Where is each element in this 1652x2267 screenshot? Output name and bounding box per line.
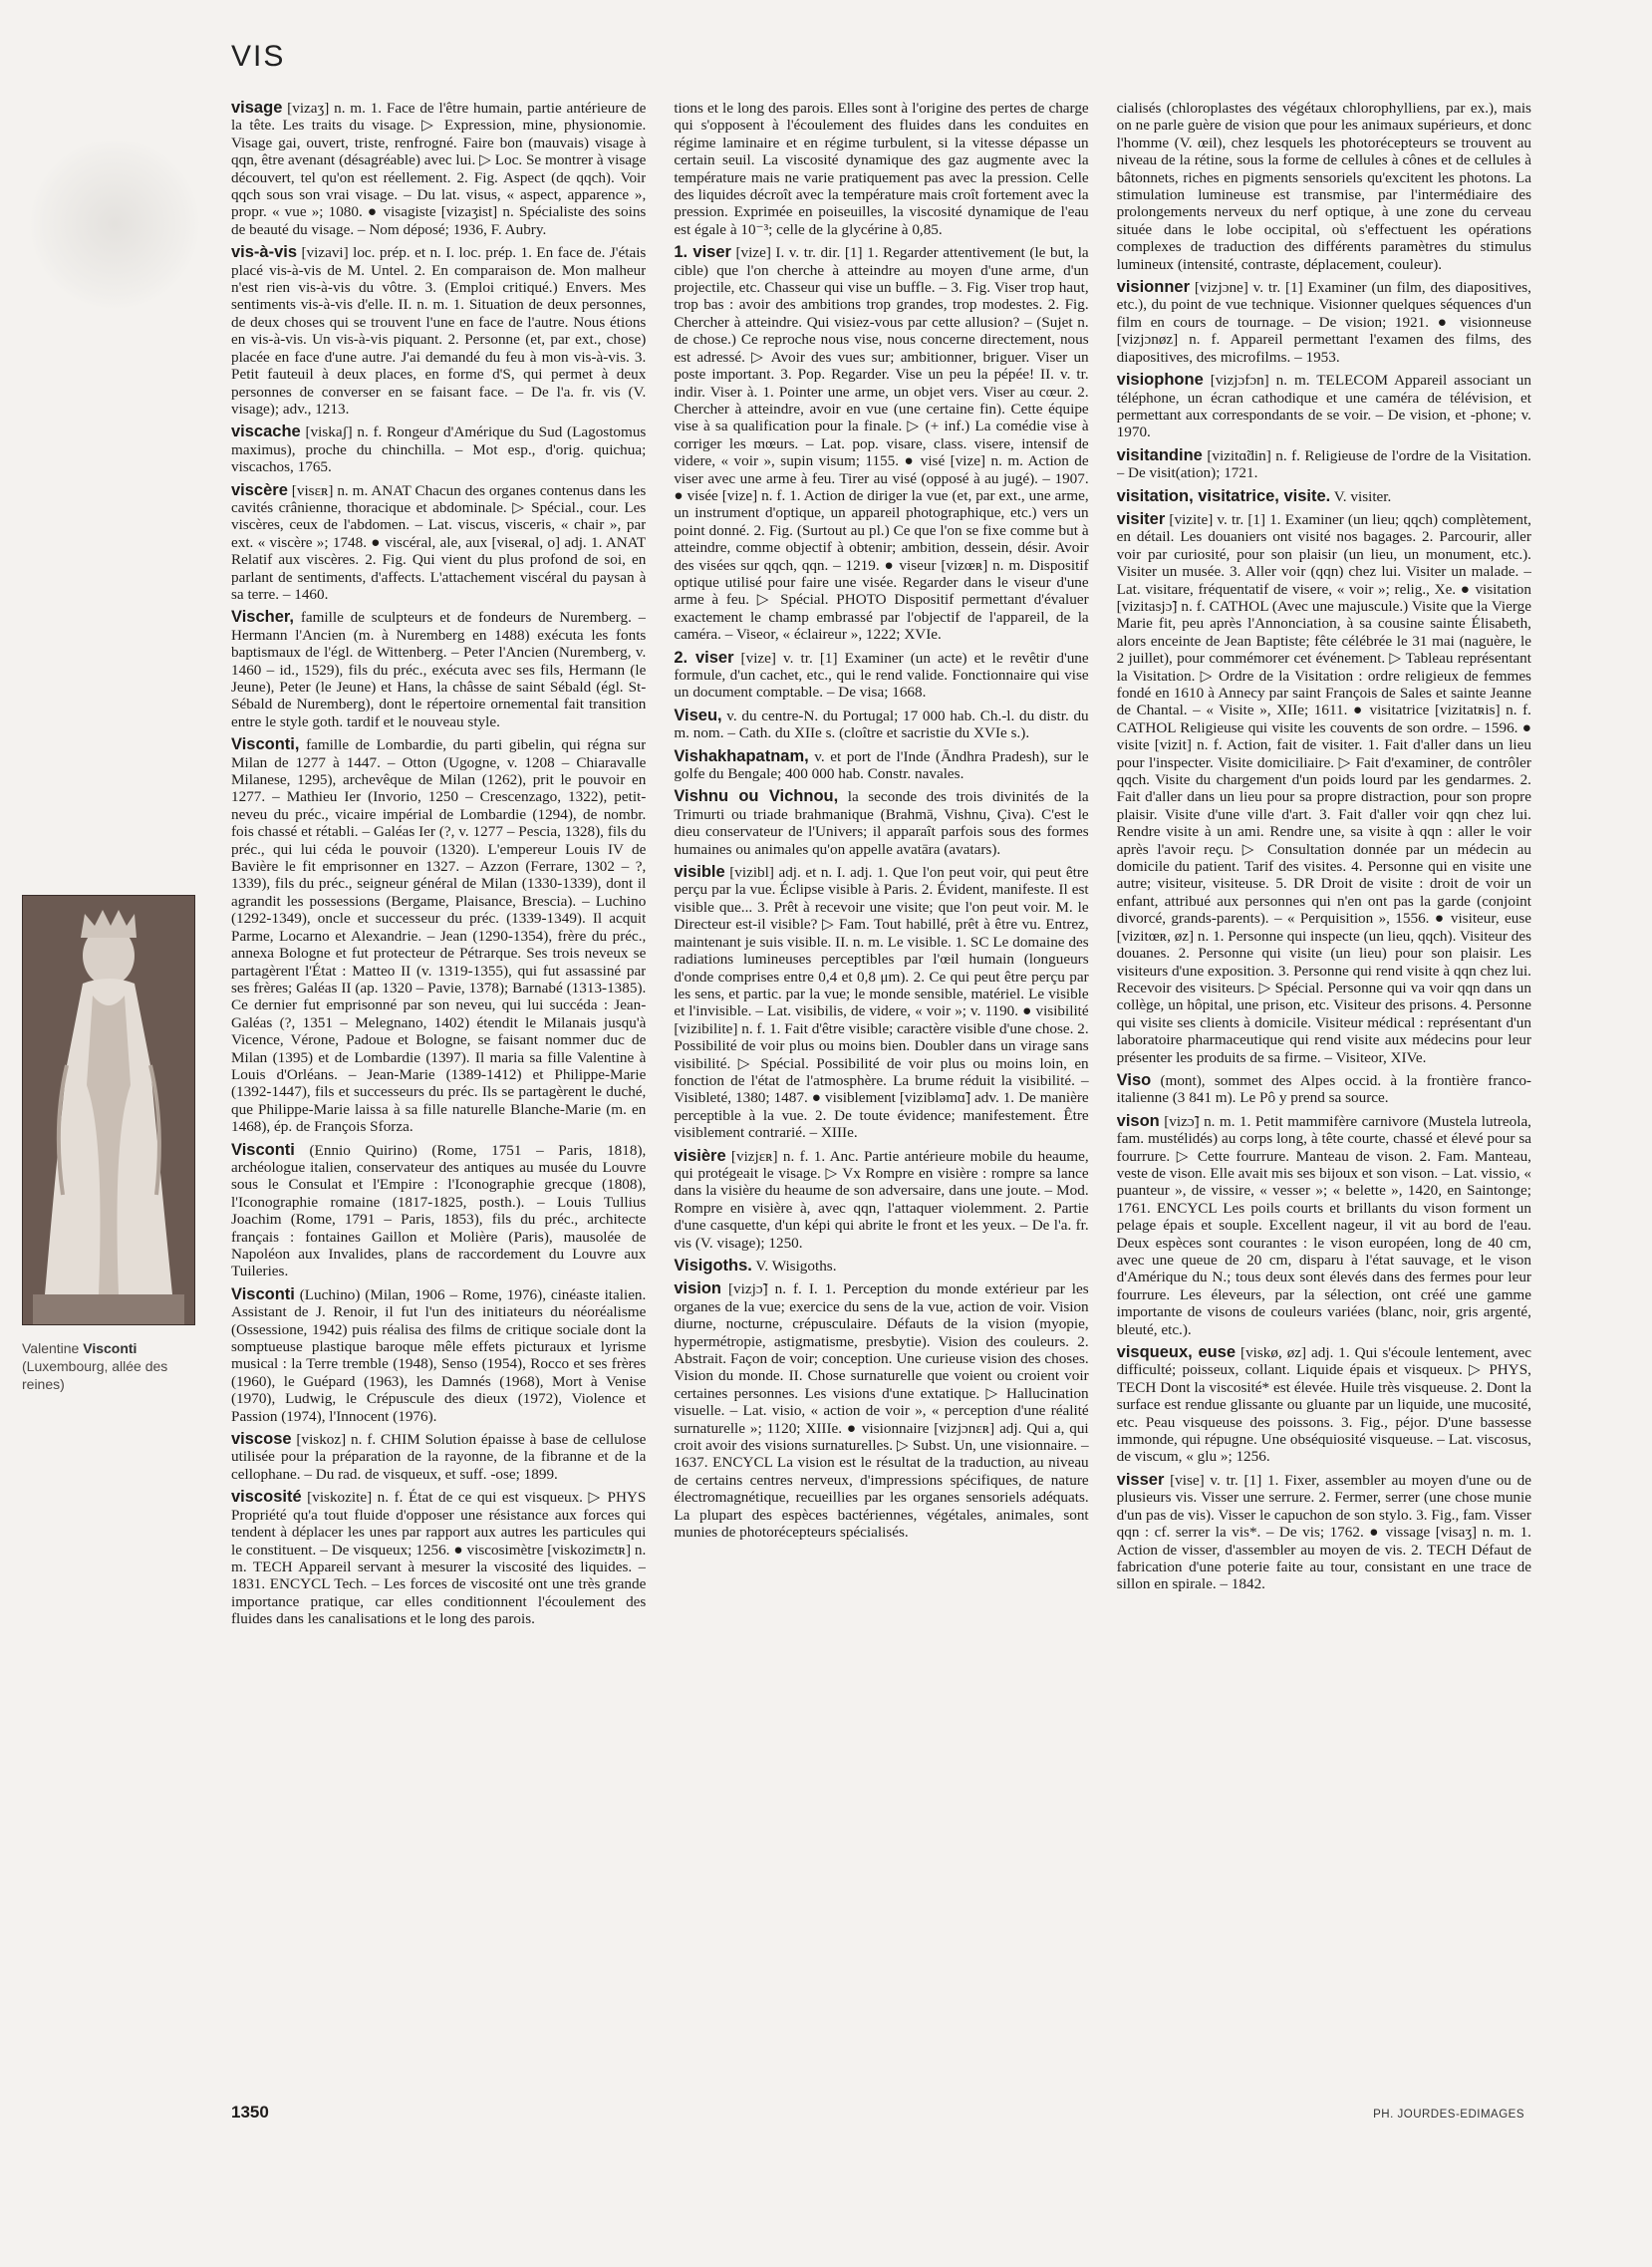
entry-headword: viscache bbox=[231, 423, 301, 441]
entry-headword: viscose bbox=[231, 1430, 292, 1449]
entry-definition: [vizjɛʀ] n. f. 1. Anc. Partie antérieure mobile du heaume, qui protégeait le visage. ▷ Vx Rompre en visière : rompre sa lance dans la visière du heaume de son adversaire, dans une joute. – Mod. Rompre en visière à, avec qqn, l'attaquer violemment. 2. Partie d'une casquette, d'un képi qui abrite le front et les yeux. – De l'a. fr. vis (V. visage); 1250. bbox=[674, 1147, 1089, 1252]
entry-definition: (Ennio Quirino) (Rome, 1751 – Paris, 1818), archéologue italien, conservateur des antiques au musée du Louvre sous le Consulat et l'Empire : l'Iconographie grecque (1808), l'Iconographie romaine (1817-1825, posth.). – Louis Tullius Joachim (Rome, 1791 – Paris, 1853), fils du préc., architecte français : fontaines Gaillon et Molière (Paris), mausolée de Napoléon aux Invalides, plans de raccordement du Louvre aux Tuileries. bbox=[231, 1141, 647, 1280]
dictionary-entry bbox=[231, 244, 646, 418]
page-number: 1350 bbox=[231, 2103, 269, 2122]
entry-headword: viscère bbox=[231, 480, 288, 499]
dictionary-entry bbox=[1117, 1113, 1531, 1338]
dictionary-entry bbox=[674, 1148, 1088, 1252]
entry-headword: viscosité bbox=[231, 1488, 302, 1507]
entry-headword: visionner bbox=[1116, 278, 1191, 297]
entry-definition: [vise] v. tr. [1] 1. Fixer, assembler au moyen d'une ou de plusieurs vis. Visser une serrure. 2. Fermer, serrer (une chose munie d'un pas de vis). Visser le capuchon de son stylo. 3. Fig., fam. Visser qqn : cf. serrer la vis*. – De vis; 1762. ● vissage [visaʒ] n. m. 1. Action de visser, d'assembler au moyen de vis. 2. TECH Défaut de fabrication d'une poterie faite au tour, consistant en une trace de sillon en spirale. – 1842. bbox=[1116, 1471, 1531, 1593]
entry-headword: 1. viser bbox=[674, 243, 731, 262]
dictionary-entry bbox=[1117, 100, 1531, 273]
column-1 bbox=[231, 100, 646, 2093]
dictionary-entry bbox=[1117, 447, 1531, 482]
column-2 bbox=[674, 100, 1088, 2093]
entry-definition: (mont), sommet des Alpes occid. à la frontière franco-italienne (3 841 m). Le Pô y prend sa source. bbox=[1116, 1071, 1531, 1107]
entry-definition: v. du centre-N. du Portugal; 17 000 hab. Ch.-l. du distr. du m. nom. – Cath. du XIIe s. (cloître et sacristie du XVIe s.). bbox=[674, 707, 1089, 742]
entry-definition: famille de Lombardie, du parti gibelin, qui régna sur Milan de 1277 à 1447. – Otton (Ugogne, v. 1208 – Chiaravalle Milanese, 1295), archevêque de Milan (1262), prit le pouvoir en 1277. – Mathieu Ier (Invorio, 1250 – Crescenzago, 1322), petit-neveu du préc., vicaire impérial de Lombardie (1294), de nombr. fois chassé et rétabli. – Galéas Ier (?, v. 1277 – Pescia, 1328), fils du préc., qui lui céda le pouvoir (1320). L'empereur Louis IV de Bavière le fit emprisonner en 1327. – Azzon (Ferrare, 1302 – ?, 1339), fils du préc., seigneur général de Milan (1330-1339), dont il agrandit les possessions (Bergame, Plaisance, Brescia). – Luchino (1292-1349), oncle et successeur du préc. (1339-1349). Il acquit Parme, Locarno et Alexandrie. – Jean (1290-1354), frère du préc., annexa Bologne et fut protecteur de Pétrarque. Ses trois neveux se partagèrent l'État : Matteo II (v. 1319-1355), qui fut assassiné par ses frères; Galéas II (ap. 1320 – Pavie, 1378); Barnabé (1313-1385). Ce dernier fut emprisonné par son neveu, qui lui succéda : Jean-Galéas (?, 1351 – Melegnano, 1402) étendit le Milanais jusqu'à Vicence, Vérone, Padoue et Bologne, se faisant nommer duc de Milan (1395) et de Lombardie (1397). Il maria sa fille Valentine à Louis d'Orléans. – Jean-Marie (1389-1412) et Philippe-Marie (1392-1447), fils et successeurs du préc. Ils se partagèrent le duché, que Philippe-Marie laissa à sa fille naturelle Blanche-Marie (m. en 1468), ép. de François Sforza. bbox=[231, 736, 647, 1136]
dictionary-entry bbox=[674, 244, 1088, 643]
entry-definition: [vize] I. v. tr. dir. [1] 1. Regarder attentivement (le but, la cible) que l'on cherche à atteindre au moyen d'une arme, d'un projectile, etc. Chasseur qui vise un buffle. – 3. Fig. Viser trop haut, trop bas : avoir des ambitions trop grandes, trop modestes. 2. Fig. Chercher à atteindre. Qui visiez-vous par cette allusion? – (Sujet n. de chose.) Ce reproche nous vise, nous concerne directement, nous est adressé. ▷ Avoir des vues sur; ambitionner, briguer. Viser un poste important. 3. Pop. Regarder. Vise un peu la pépée! II. v. tr. indir. Viser à. 1. Pointer une arme, un objet vers. Viser au cœur. 2. Chercher à atteindre, avoir en vue (une certaine fin). Cette équipe vise à sa qualification pour la finale. ▷ (+ inf.) La comédie vise à corriger les mœurs. – Lat. pop. visare, class. visere, intensif de videre, « voir », supin visum; 1155. ● visé [vize] n. m. Action de viser avec une arme à feu. Tirer au visé (opposé à au jugé). – 1907. ● visée [vize] n. f. 1. Action de diriger la vue (et, par ext., une arme, un instrument d'optique, un appareil photographique, etc.) vers un point donné. 2. Fig. (Surtout au pl.) Ce que l'on se fixe comme but à atteindre, comme objectif à obtenir; ambition, dessein, désir. Avoir des visées sur qqch, qqn. – 1219. ● viseur [vizœʀ] n. m. Dispositif optique utilisé pour faire une visée. Regarder dans le viseur d'une arme à feu. ▷ Spécial. PHOTO Dispositif permettant d'évaluer exactement le champ embrassé par l'objectif de l'appareil, de la caméra. – Viseor, « éclaireur », 1222; XVIe. bbox=[674, 244, 1089, 644]
entry-definition: V. visiter. bbox=[1330, 487, 1392, 505]
entry-headword: Visconti bbox=[231, 1140, 295, 1159]
entry-definition: [viskozite] n. f. État de ce qui est visqueux. ▷ PHYS Propriété qu'a tout fluide d'opposer une résistance aux forces qui tendent à déplacer les unes par rapport aux autres les particules qui le constituent. – De visqueux; 1256. ● viscosimètre [viskozimɛtʀ] n. m. TECH Appareil servant à mesurer la viscosité des liquides. – 1831. ENCYCL Tech. – Les forces de viscosité ont une très grande importance pratique, car elles conditionnent l'écoulement des fluides dans les canalisations et le long des parois. bbox=[231, 1489, 647, 1628]
entry-definition: (Luchino) (Milan, 1906 – Rome, 1976), cinéaste italien. Assistant de J. Renoir, il fut l'un des initiateurs du néoréalisme (Ossessione, 1942) puis réalisa des films de critique sociale dont la somptueuse plastique baroque mêle effets picturaux et lyrisme musical : la Terre tremble (1948), Senso (1954), Rocco et ses frères (1960), le Guépard (1963), les Damnés (1968), Mort à Venise (1970), Ludwig, le Crépuscule des dieux (1972), Violence et Passion (1974), l'Innocent (1976). bbox=[231, 1285, 647, 1425]
dictionary-entry bbox=[674, 1280, 1088, 1541]
dictionary-entry bbox=[231, 1286, 646, 1425]
dictionary-entry bbox=[231, 1431, 646, 1483]
entry-definition: v. et port de l'Inde (Āndhra Pradesh), sur le golfe du Bengale; 400 000 hab. Constr. navales. bbox=[674, 747, 1089, 783]
dictionary-entry bbox=[1117, 279, 1531, 366]
entry-definition: [vizitɑ̃din] n. f. Religieuse de l'ordre de la Visitation. – De visit(ation); 1721. bbox=[1116, 446, 1531, 482]
dictionary-entry bbox=[231, 100, 646, 238]
entry-headword: vision bbox=[674, 1279, 722, 1298]
caption-name: Visconti bbox=[83, 1340, 138, 1356]
dictionary-entry bbox=[1117, 1472, 1531, 1593]
entry-headword: visage bbox=[231, 100, 283, 117]
page-title: VIS bbox=[231, 40, 286, 73]
dictionary-entry bbox=[674, 1258, 1088, 1275]
entry-headword: Viseu, bbox=[674, 706, 722, 724]
entry-definition: tions et le long des parois. Elles sont à l'origine des pertes de charge qui s'opposent à l'écoulement des fluides dans les conduites en régime laminaire et en régime turbulent, si la vitesse dépasse un certain seuil. La viscosité dynamique des gaz augmente avec la température mais ne varie pratiquement pas avec la pression. Celle des liquides décroît avec la température mais croît fortement avec la pression. Exprimée en poiseuilles, la viscosité dynamique de l'eau est égale à 10⁻³; celle de la glycérine à 0,85. bbox=[674, 100, 1089, 238]
dictionary-entry bbox=[231, 1142, 646, 1280]
dictionary-entry bbox=[674, 708, 1088, 742]
entry-definition: [vizɔ̃] n. m. 1. Petit mammifère carnivore (Mustela lutreola, fam. mustélidés) au corps long, à tête courte, chassé et élevé pour sa fourrure. ▷ Cette fourrure. Manteau de vison. 2. Fam. Manteau, veste de vison. Elle avait mis ses bijoux et son vison. – Lat. vissio, « puanteur », de vissire, « vesser »; « belette », 1420, en Saintonge; 1761. ENCYCL Les poils courts et brillants du vison forment un pelage épais et souple. Excellent nageur, il vit au bord de l'eau. Deux espèces sont courantes : le vison européen, long de 40 cm, avec une queue de 20 cm, disparu à l'état sauvage, et le vison d'Amérique du N.; tous deux sont élevés dans des fermes pour leur fourrure. Les éleveurs, par la sélection, ont créé une gamme importante de visons de couleurs variées (blanc, noir, gris argenté, bleuté, etc.). bbox=[1116, 1112, 1531, 1338]
valentine-visconti-statue-photo bbox=[22, 895, 195, 1325]
entry-headword: Visconti bbox=[231, 1284, 295, 1303]
entry-definition: [viskaʃ] n. f. Rongeur d'Amérique du Sud (Lagostomus maximus), proche du chinchilla. – Mot esp., d'orig. quichua; viscachos, 1765. bbox=[231, 424, 647, 476]
entry-headword: vis-à-vis bbox=[231, 243, 298, 262]
entry-headword: Visconti, bbox=[231, 735, 300, 754]
entry-headword: visqueux, euse bbox=[1116, 1343, 1237, 1362]
entry-definition: V. Wisigoths. bbox=[751, 1258, 837, 1275]
dictionary-entry bbox=[231, 736, 646, 1135]
caption-detail: (Luxembourg, allée des reines) bbox=[22, 1358, 168, 1392]
entry-headword: visiter bbox=[1116, 509, 1166, 528]
entry-definition: [vizjɔ̃] n. f. I. 1. Perception du monde extérieur par les organes de la vue; exercice du sens de la vue, action de voir. Vision diurne, nocturne, crépusculaire. Défauts de la vision (myopie, hypermétropie, astigmatisme, presbytie). Vision des couleurs. 2. Abstrait. Façon de voir; conception. Une curieuse vision des choses. Vision du monde. II. Chose surnaturelle que voient ou croient voir certaines personnes. Les visions d'une extatique. ▷ Hallucination visuelle. – Lat. visio, « action de voir », « perception d'une réalité surnaturelle »; 1120; XIIIe. ● visionnaire [vizjɔnɛʀ] adj. Qui a, qui croit avoir des visions surnaturelles. ▷ Subst. Un, une visionnaire. – 1637. ENCYCL La vision est le résultat de la traduction, au niveau de certains centres nerveux, d'impressions spécifiques, de nature électromagnétique, recueillies par les organes sensoriels adéquats. La plupart des espèces bactériennes, végétales, animales, sont munies de photorécepteurs spécialisés. bbox=[674, 1280, 1089, 1542]
dictionary-entry bbox=[1117, 511, 1531, 1066]
dictionary-entry bbox=[231, 1489, 646, 1627]
entry-definition: [viskoz] n. f. CHIM Solution épaisse à base de cellulose utilisée pour la préparation de la rayonne, de la fibranne et de la cellophane. – Du rad. de visqueux, et suff. -ose; 1899. bbox=[231, 1431, 647, 1483]
dictionary-entry bbox=[1117, 1344, 1531, 1466]
illustration-caption bbox=[22, 1339, 211, 1393]
entry-definition: [vizjɔfɔn] n. m. TELECOM Appareil associant un téléphone, un écran cathodique et une caméra de télévision, et permettant aux correspondants de se voir. – De vision, et -phone; v. 1970. bbox=[1116, 372, 1531, 441]
bleed-through-logo bbox=[30, 140, 199, 309]
entry-headword: Vischer, bbox=[231, 608, 294, 627]
entry-headword: visser bbox=[1116, 1470, 1165, 1489]
entry-headword: visitandine bbox=[1116, 445, 1203, 464]
caption-prefix: Valentine bbox=[22, 1340, 84, 1356]
dictionary-entry bbox=[231, 482, 646, 604]
photo-credit: PH. JOURDES-EDIMAGES bbox=[1373, 2109, 1524, 2121]
dictionary-entry bbox=[1117, 488, 1531, 505]
entry-headword: Viso bbox=[1116, 1070, 1152, 1089]
column-3 bbox=[1117, 100, 1531, 2093]
entry-definition: [vize] v. tr. [1] Examiner (un acte) et le revêtir d'une formule, d'un cachet, etc., qui le rend valide. Fonctionnaire qui vise un document comptable. – De visa; 1668. bbox=[674, 649, 1089, 702]
entry-headword: visible bbox=[674, 863, 725, 882]
statue-icon bbox=[23, 896, 194, 1324]
dictionary-entry bbox=[674, 100, 1088, 238]
entry-definition: [vizavi] loc. prép. et n. I. loc. prép. 1. En face de. J'étais placé vis-à-vis de M. Untel. 2. En comparaison de. Mon malheur n'est rien vis-à-vis du vôtre. 3. (Emploi critiqué.) Envers. Mes sentiments vis-à-vis d'elle. II. n. m. 1. Situation de deux personnes, de deux choses qui se trouvent l'une en face de l'autre. Nous étions en vis-à-vis. Un vis-à-vis piquant. 2. Personne (et, par ext., chose) placée en face d'une autre. J'ai demandé du feu à mon vis-à-vis. 3. Petit fauteuil à deux places, en forme d'S, qui permet à deux personnes de converser en se faisant face. – De l'a. fr. vis (V. visage); adv., 1213. bbox=[231, 244, 647, 418]
entry-definition: [vizjɔne] v. tr. [1] Examiner (un film, des diapositives, etc.), du point de vue technique. Visionner quelques séquences d'un film en cours de tournage. – De vision; 1921. ● visionneuse [vizjɔnøz] n. f. Appareil permettant l'examen des films, des diapositives, des microfilms. – 1953. bbox=[1116, 279, 1531, 366]
dictionary-entry bbox=[674, 864, 1088, 1142]
entry-headword: Visigoths. bbox=[674, 1257, 752, 1275]
entry-headword: visitation, visitatrice, visite. bbox=[1116, 486, 1331, 505]
dictionary-entry bbox=[231, 609, 646, 730]
dictionary-entry bbox=[674, 650, 1088, 702]
entry-definition: la seconde des trois divinités de la Trimurti ou triade brahmanique (Brahmā, Vishnu, Çiva). C'est le dieu conservateur de l'Univers; il apparaît parfois sous des formes humaines ou animales qu'on appelle avatāra (avatars). bbox=[674, 788, 1089, 858]
dictionary-entry bbox=[1117, 372, 1531, 441]
entry-headword: Vishakhapatnam, bbox=[674, 746, 809, 765]
entry-headword: vison bbox=[1116, 1111, 1160, 1130]
entry-definition: cialisés (chloroplastes des végétaux chlorophylliens, par ex.), mais on ne parle guère de vision que pour les animaux supérieurs, et donc l'homme (V. œil), chez lesquels les photorécepteurs se trouvent au niveau de la rétine, sous la forme de cellules à cônes et de cellules à bâtonnets, riches en pigments sensoriels qu'excitent les photons. La stimulation lumineuse est transmise, par l'intermédiaire des prolongements nerveux du nerf optique, à une zone du cerveau située dans le lobe occipital, où s'effectuent les opérations complexes de traduction des différents paramètres du stimulus lumineux (intensité, contraste, déplacement, couleur). bbox=[1116, 100, 1531, 273]
entry-definition: [viskø, øz] adj. 1. Qui s'écoule lentement, avec difficulté; poisseux, collant. Liquide épais et visqueux. ▷ PHYS, TECH Dont la viscosité* est élevée. Huile très visqueuse. 2. Dont la surface est rendue glissante ou gluante par un liquide, une mucosité, etc. Peau visqueuse des poissons. 3. Fig., péjor. D'une bassesse immonde, qui répugne. Une obséquiosité visqueuse. – Lat. viscosus, de viscum, « glu »; 1256. bbox=[1116, 1344, 1531, 1466]
dictionary-entry bbox=[1117, 1072, 1531, 1107]
dictionary-entry bbox=[231, 424, 646, 475]
entry-definition: [vizibl] adj. et n. I. adj. 1. Que l'on peut voir, qui peut être perçu par la vue. Éclipse visible à Paris. 2. Évident, manifeste. Il est visible que... 3. Prêt à recevoir une visite; que l'on peut voir. M. le Directeur est-il visible? ▷ Fam. Tout habillé, prêt à être vu. Entrez, maintenant je suis visible. II. n. m. Le visible. 1. SC Le domaine des radiations lumineuses perceptibles par l'œil humain (longueurs d'onde comprises entre 0,4 et 0,8 μm). 2. Ce qui peut être perçu par les sens, et partic. par la vue; le monde sensible, matériel. Le visible et l'invisible. – Lat. visibilis, de videre, « voir »; v. 1190. ● visibilité [vizibilite] n. f. 1. Fait d'être visible; caractère visible d'une chose. 2. Possibilité de voir plus ou moins bien. Doubler dans un virage sans visibilité. ▷ Spécial. Possibilité de voir plus ou moins loin, en fonction de l'état de l'atmosphère. La brume réduit la visibilité. – Visibleté, 1380; 1487. ● visiblement [viziblәmɑ̃] adv. 1. De manière perceptible à la vue. 2. De toute évidence; manifestement. Être visiblement contrarié. – XIIIe. bbox=[674, 864, 1089, 1142]
entry-headword: visière bbox=[674, 1146, 726, 1165]
entry-headword: visiophone bbox=[1116, 371, 1204, 390]
entry-definition: [vizaʒ] n. m. 1. Face de l'être humain, partie antérieure de la tête. Les traits du visage. ▷ Expression, mine, physionomie. Visage gai, ouvert, triste, renfrogné. Faire bon (mauvais) visage à qqn, être avenant (désagréable) avec lui. ▷ Loc. Se montrer à visage découvert, tel qu'on est réellement. 2. Fig. Aspect (de qqch). Voir qqch sous son vrai visage. – Du lat. visus, « aspect, apparence », propr. « vue »; 1080. ● visagiste [vizaʒist] n. Spécialiste des soins de beauté du visage. – Nom déposé; 1936, F. Aubry. bbox=[231, 100, 647, 238]
entry-headword: 2. viser bbox=[674, 648, 734, 667]
entry-definition: [visɛʀ] n. m. ANAT Chacun des organes contenus dans les cavités crânienne, thoracique et abdominale. ▷ Spécial., cour. Les viscères, ceux de l'abdomen. – Lat. viscus, visceris, « chair », par ext. « viscère »; 1748. ● viscéral, ale, aux [viseʀal, o] adj. 1. ANAT Relatif aux viscères. 2. Fig. Qui vient du plus profond de soi, en parlant de sentiments, d'affects. L'attachement viscéral du paysan à sa terre. – 1460. bbox=[231, 481, 647, 603]
dictionary-entry bbox=[674, 788, 1088, 858]
entry-headword: Vishnu ou Vichnou, bbox=[674, 787, 839, 806]
entry-definition: [vizite] v. tr. [1] 1. Examiner (un lieu; qqch) complètement, en détail. Les douaniers ont visité nos bagages. 2. Parcourir, aller voir par curiosité, pour son plaisir (un lieu, un monument, etc.). Visiter un musée. 3. Aller voir (qqn) chez lui. Visiter un malade. – Lat. visitare, fréquentatif de visere, « voir »; relig., Xe. ● visitation [vizitasjɔ̃] n. f. CATHOL (Avec une majuscule.) Visite que la Vierge Marie fit, peu après l'Annonciation, à sa cousine sainte Élisabeth, alors enceinte de Jean Baptiste; fête célébrée le 31 mai (naguère, le 2 juillet), pour commémorer cet événement. ▷ Tableau représentant la Visitation. ▷ Ordre de la Visitation : ordre religieux de femmes fondé en 1610 à Annecy par saint François de Sales et sainte Jeanne de Chantal. – « Visite », XIIe; 1611. ● visitatrice [vizitatʀis] n. f. CATHOL Religieuse qui visite les couvents de son ordre. – 1596. ● visite [vizit] n. f. Action, fait de visiter. 1. Fait d'aller dans un lieu pour l'inspecter. Visite domiciliaire. ▷ Fait d'examiner, de contrôler qqch. Visite du chargement d'un poids lourd par les gendarmes. 2. Fait d'aller dans un lieu pour sa propre distraction, pour son propre plaisir. Visite d'une ville d'art. 3. Fait d'aller voir qqn chez lui. Rendre visite à un ami. Rendre une, sa visite à qqn : aller le voir après l'avoir reçu. ▷ Consultation donnée par un médecin au domicile du patient. Tarif des visites. 4. Personne qui en visite une autre; visiteur, visiteuse. 5. DR Droit de visite : droit de voir un enfant, attribué aux personnes qui n'en ont pas la garde (conjoint divorcé, grands-parents). – « Perquisition », 1556. ● visiteur, euse [vizitœʀ, øz] n. 1. Personne qui inspecte (un lieu, qqch). Visiteur des douanes. 2. Personne qui visite (un lieu) pour son plaisir. Les visiteurs d'une exposition. 3. Personne qui rend visite à qqn chez lui. Recevoir des visiteurs. ▷ Spécial. Personne qui va voir qqn dans un collège, un hôpital, une prison, etc. Visiteur des prisons. 4. Personne qui visite ses clients à domicile. Visiteur médical : représentant d'un laboratoire pharmaceutique qui rend visite aux médecins pour leur présenter les produits de sa firme. – Visiteor, XIVe. bbox=[1116, 510, 1531, 1066]
entry-definition: famille de sculpteurs et de fondeurs de Nuremberg. – Hermann l'Ancien (m. à Nuremberg en 1488) exécuta les fonts baptismaux de l'égl. de Wittenberg. – Peter l'Ancien (Nuremberg, v. 1460 – id., 1529), fils du préc., exécuta avec ses fils, Hermann (le Jeune), Peter (le Jeune) et Hans, la châsse de saint Sébald (égl. St-Sébald de Nuremberg), dont le répertoire ornemental fait transition entre le style goth. tardif et le nouveau style. bbox=[231, 609, 647, 730]
dictionary-columns bbox=[231, 100, 1531, 2093]
dictionary-entry bbox=[674, 748, 1088, 783]
